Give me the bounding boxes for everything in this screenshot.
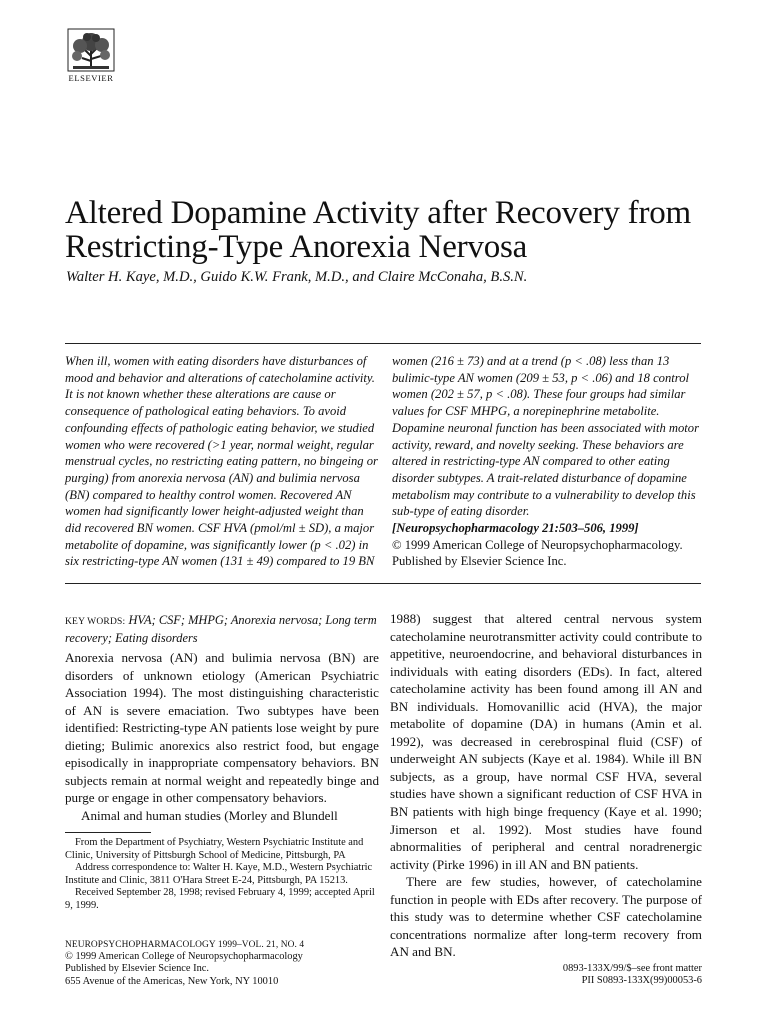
body-column-2 (390, 610, 702, 961)
abstract-left-column (65, 353, 379, 570)
abstract-copyright: © 1999 American College of Neuropsychopharmacology. (392, 537, 683, 552)
publisher-logo (62, 28, 120, 83)
keywords (65, 612, 381, 646)
article-authors: Walter H. Kaye, M.D., Guido K.W. Frank, M.D., and Claire McConaha, B.S.N. (66, 269, 528, 285)
article-title: Altered Dopamine Activity after Recovery from Restricting-Type Anorexia Nervosa (65, 195, 692, 265)
body-paragraph: Anorexia nervosa (AN) and bulimia nervosa (BN) are disorders of unknown etiology (American Psychiatric Association 1994). The most distinguishing characteristic of AN is severe emaciation. Two subtypes have been identified: Restricting-type AN patients lose weight by pure dieting; Bulimic anorexics also restrict food, but engage episodically in inappropriate compensatory behaviors. BN subjects remain at normal weight and repeatedly binge and purge or engage in other compensatory behaviors. (65, 650, 379, 806)
body-paragraph: 1988) suggest that altered central nervous system catecholamine neurotransmitter activity could contribute to appetitive, neuroendocrine, and behavioral disturbances in individuals with eating disorders (EDs). In fact, altered catecholamine activity has been found among ill AN and BN individuals. Homovanillic acid (HVA), the major metabolite of dopamine (DA) in humans (Amin et al. 1992), was decreased in cerebrospinal fluid (CSF) of underweight AN subjects (Kaye et al. 1984). While ill BN subjects, as a group, have normal CSF HVA, several studies have shown a significant reduction of CSF HVA in BN patients with high binge frequency (Kaye et al. 1990; Jimerson et al. 1992). Most studies have found abnormalities of peripheral and central noradrenergic activity (Pirke 1996) in ill AN and BN patients. (390, 611, 702, 872)
abstract-right-column (392, 353, 702, 570)
footnote-rule (65, 832, 151, 833)
abstract-bottom-rule (65, 583, 701, 584)
abstract-top-rule (65, 343, 701, 344)
abstract-publisher: Published by Elsevier Science Inc. (392, 554, 567, 569)
footnote-address: Address correspondence to: Walter H. Kaye, M.D., Western Psychiatric Institute and Clinic, 3811 O'Hara Street E-24, Pittsburgh, PA 15213. (65, 862, 373, 886)
keywords-list: HVA; CSF; MHPG; Anorexia nervosa; Long term recovery; Eating disorders (65, 613, 377, 645)
footer-issn: 0893-133X/99/$–see front matter (562, 963, 702, 974)
page-footer-left (65, 939, 395, 988)
abstract-text-part-2: women (216 ± 73) and at a trend (p < .08) less than 13 bulimic-type AN women (209 ± 53, p < .06) and 18 control women (202 ± 57, p < .08). These four groups had similar values for CSF MHPG, a norepinephrine metabolite. Dopamine neuronal function has been associated with motor activity, reward, and novelty seeking. These behaviors are altered in restricting-type AN compared to other eating disorder subtypes. A trait-related disturbance of dopamine metabolism may contribute to a vulnerability to develop this sub-type of eating disorder. (392, 354, 700, 519)
journal-citation: [Neuropsychopharmacology 21:503–506, 1999] (392, 521, 639, 536)
footnote-affiliation: From the Department of Psychiatry, Western Psychiatric Institute and Clinic, University of Pittsburgh School of Medicine, Pittsburgh, PA (65, 837, 364, 861)
body-column-1 (65, 649, 379, 824)
body-paragraph: Animal and human studies (Morley and Blundell (81, 807, 338, 823)
footnotes (65, 837, 379, 912)
footer-journal: NEUROPSYCHOPHARMACOLOGY 1999–VOL. 21, NO. 4 (65, 940, 305, 950)
footer-pii: PII S0893-133X(99)00053-6 (581, 975, 702, 987)
footer-address: 655 Avenue of the Americas, New York, NY 10010 (65, 975, 279, 987)
body-paragraph: There are few studies, however, of catecholamine function in people with EDs after recovery. The purpose of this study was to determine whether CSF catecholamine concentrations normalize after long-term recovery from AN and BN. (390, 874, 702, 960)
keywords-label: KEY WORDS: (65, 617, 126, 627)
abstract-text-part-1: When ill, women with eating disorders have disturbances of mood and behavior and alterations of catecholamine activity. It is not known whether these alterations are cause or consequence of pathological eating behaviors. To avoid confounding effects of pathologic eating behavior, we studied women who were recovered (>1 year, normal weight, regular menstrual cycles, no restricting eating pattern, no bingeing or purging) from anorexia nervosa (AN) and bulimia nervosa (BN) compared to healthy control women. Recovered AN women had significantly lower height-adjusted weight than did recovered BN women. CSF HVA (pmol/ml ± SD), a major metabolite of dopamine, was significantly lower (p < .02) in six restricting-type AN women (131 ± 49) compared to 19 BN (65, 354, 378, 569)
footnote-dates: Received September 28, 1998; revised February 4, 1999; accepted April 9, 1999. (65, 887, 375, 911)
page-footer-right (442, 963, 702, 987)
publisher-name: ELSEVIER (68, 73, 114, 83)
footer-publisher: Published by Elsevier Science Inc. (65, 963, 209, 975)
footer-copyright: © 1999 American College of Neuropsychopharmacology (65, 951, 303, 963)
elsevier-tree-icon (67, 28, 115, 72)
